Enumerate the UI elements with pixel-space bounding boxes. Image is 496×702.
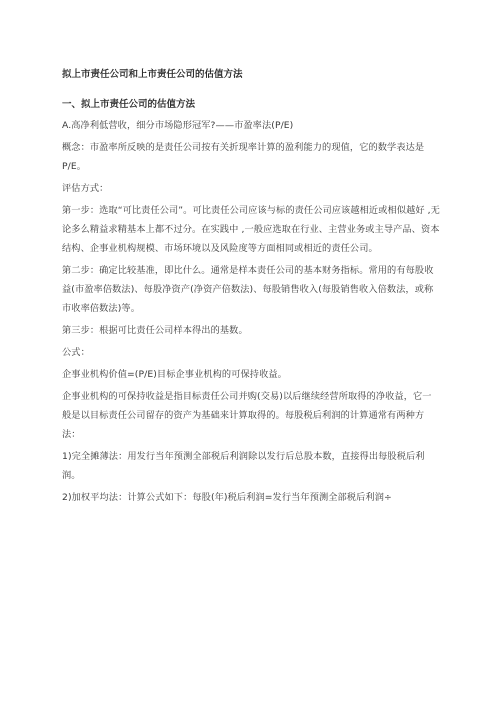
paragraph-pe-method: A.高净利低营收，细分市场隐形冠军?——市盈率法(P/E) — [62, 120, 294, 131]
paragraph-concept: 概念：市盈率所反映的是责任公司按有关折现率计算的盈利能力的现值，它的数学表达是 P/E。 — [62, 142, 425, 172]
paragraph-full-dilution: 1)完全摊薄法：用发行当年预测全部税后利润除以发行后总股本数，直接得出每股税后利润。 — [62, 451, 425, 481]
paragraph-formula-label: 公式： — [62, 347, 90, 358]
paragraph-weighted-average: 2)加权平均法：计算公式如下：每股(年)税后利润=发行当年预测全部税后利润÷ — [62, 492, 392, 503]
paragraph-step-one: 第一步：选取“可比责任公司”。可比责任公司应该与标的责任公司应该越相近或相似越好 ,无论多么精益求精基本上都不过分。在实践中 ,一般应选取在行业、主营业务或主导产品、资本结构、企事业机构规模、市场环境以及风险度等方面相同或相近的责任公司。 — [62, 205, 440, 254]
section-heading: 一、拟上市责任公司的估值方法 — [62, 99, 196, 110]
paragraph-step-two: 第二步：确定比较基准，即比什么。通常是样本责任公司的基本财务指标。常用的有每股收益(市盈率倍数法)、每股净资产(净资产倍数法)、每股销售收入(每股销售收入倍数法，或称市收率倍数法)等。 — [62, 265, 434, 314]
paragraph-sustainable-earnings: 企事业机构的可保持收益是指目标责任公司并购(交易)以后继续经营所取得的净收益，它一般是以目标责任公司留存的资产为基础来计算取得的。每股税后利润的计算通常有两种方法： — [62, 391, 432, 440]
document-body — [62, 66, 440, 510]
paragraph-step-three: 第三步：根据可比责任公司样本得出的基数。 — [62, 325, 248, 336]
document-title: 拟上市责任公司和上市责任公司的估值方法 — [62, 69, 243, 80]
paragraph-formula: 企事业机构价值=(P/E)目标企事业机构的可保持收益。 — [62, 369, 287, 380]
paragraph-evaluation-method: 评估方式： — [62, 183, 109, 194]
